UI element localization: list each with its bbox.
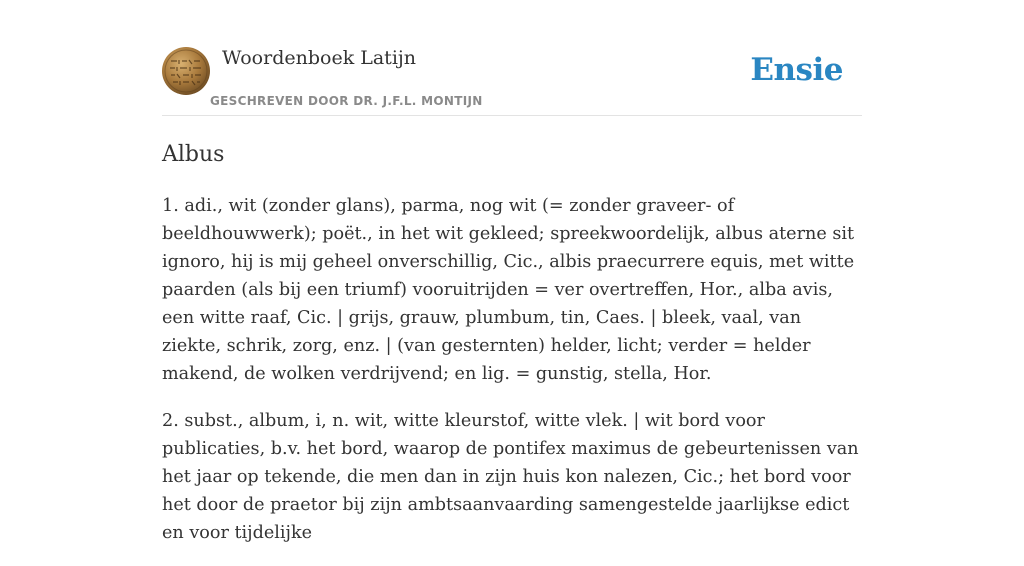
author-line: GESCHREVEN DOOR DR. J.F.L. MONTIJN (210, 94, 483, 108)
source-title[interactable]: Woordenboek Latijn (222, 47, 417, 69)
coin-logo-icon[interactable] (162, 47, 210, 95)
entry-title: Albus (162, 142, 225, 167)
definition-paragraph: 1. adi., wit (zonder glans), parma, nog wit (= zonder graveer- of beeldhouwwerk); poët., in het wit gekleed; spreekwoordelijk, albus aterne sit ignoro, hij is mij geheel onverschillig, Cic., albis praecurrere equis, met witte paarden (als bij een triumf) vooruitrijden = ver overtreffen, Hor., alba avis, een witte raaf, Cic. | grijs, grauw, plumbum, tin, Caes. | bleek, vaal, van ziekte, schrik, zorg, enz. | (van gesternten) helder, licht; verder = helder makend, de wolken verdrijvend; en lig. = gunstig, stella, Hor. (162, 196, 855, 384)
definition-paragraph: 2. subst., album, i, n. wit, witte kleurstof, witte vlek. | wit bord voor publicaties, b.v. het bord, waarop de pontifex maximus de gebeurtenissen van het jaar op tekende, die men dan in zijn huis kon nalezen, Cic.; het bord voor het door de praetor bij zijn ambtsaanvaarding samengestelde jaarlijkse edict en voor tijdelijke (162, 411, 859, 543)
entry-definition (162, 192, 862, 566)
page-header (162, 0, 862, 116)
content-container (162, 0, 862, 543)
ensie-logo[interactable]: Ensie (750, 52, 843, 88)
